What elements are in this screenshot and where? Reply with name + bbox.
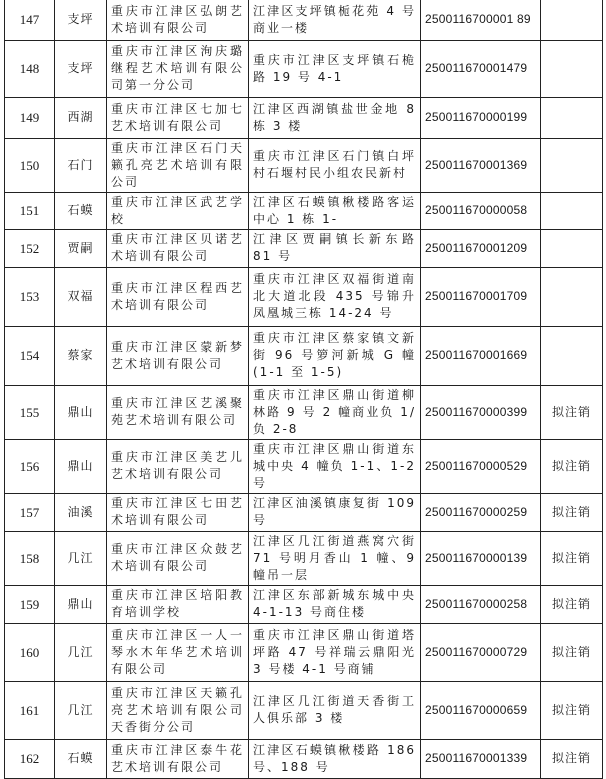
row-note: 拟注销 bbox=[541, 385, 603, 439]
row-address: 江津区石蟆镇楸楼路 186 号、188 号 bbox=[249, 739, 421, 778]
row-code: 250011670000058 bbox=[421, 192, 541, 229]
row-address: 江津区西湖镇盐世金地 8 栋 3 楼 bbox=[249, 97, 421, 138]
row-area: 鼎山 bbox=[55, 385, 107, 439]
row-note bbox=[541, 229, 603, 267]
table-row bbox=[5, 326, 603, 385]
table-row bbox=[5, 493, 603, 531]
row-address: 重庆市江津区支坪镇石桅路 19 号 4-1 bbox=[249, 40, 421, 97]
table-row bbox=[5, 0, 603, 40]
row-number: 159 bbox=[5, 585, 55, 623]
table-row bbox=[5, 267, 603, 326]
row-address: 江津区支坪镇栀花苑 4 号商业一楼 bbox=[249, 0, 421, 40]
row-number: 151 bbox=[5, 192, 55, 229]
row-note: 拟注销 bbox=[541, 585, 603, 623]
row-address: 重庆市江津区双福街道南北大道北段 435 号锦升凤凰城三栋 14-24 号 bbox=[249, 267, 421, 326]
row-address: 重庆市江津区鼎山街道塔坪路 47 号祥瑞云鼎阳光 3 号楼 4-1 号商铺 bbox=[249, 623, 421, 681]
table-row bbox=[5, 585, 603, 623]
row-code: 250011670000199 bbox=[421, 97, 541, 138]
table-row bbox=[5, 531, 603, 585]
row-area: 石蟆 bbox=[55, 739, 107, 778]
row-address: 重庆市江津区鼎山街道东城中央 4 幢负 1-1、1-2 号 bbox=[249, 439, 421, 493]
table-row bbox=[5, 623, 603, 681]
row-note bbox=[541, 97, 603, 138]
row-area: 贾嗣 bbox=[55, 229, 107, 267]
row-address: 江津区几江街道燕窝穴街 71 号明月香山 1 幢、9 幢吊一层 bbox=[249, 531, 421, 585]
row-note bbox=[541, 192, 603, 229]
row-number: 162 bbox=[5, 739, 55, 778]
row-name: 重庆市江津区程西艺术培训有限公司 bbox=[107, 267, 249, 326]
row-name: 重庆市江津区泰牛花艺术培训有限公司 bbox=[107, 739, 249, 778]
row-name: 重庆市江津区洵庆璐继程艺术培训有限公司第一分公司 bbox=[107, 40, 249, 97]
row-note bbox=[541, 40, 603, 97]
row-note: 拟注销 bbox=[541, 493, 603, 531]
row-number: 153 bbox=[5, 267, 55, 326]
row-note: 拟注销 bbox=[541, 439, 603, 493]
row-code: 250011670001369 bbox=[421, 138, 541, 192]
row-address: 江津区石蟆镇楸楼路客运中心 1 栋 1- bbox=[249, 192, 421, 229]
row-address: 重庆市江津区石门镇白坪村石堰村民小组农民新村 bbox=[249, 138, 421, 192]
row-name: 重庆市江津区石门天籁孔亮艺术培训有限公司 bbox=[107, 138, 249, 192]
row-area: 几江 bbox=[55, 681, 107, 739]
table-row bbox=[5, 681, 603, 739]
row-area: 几江 bbox=[55, 623, 107, 681]
row-note: 拟注销 bbox=[541, 531, 603, 585]
row-note bbox=[541, 138, 603, 192]
row-area: 石门 bbox=[55, 138, 107, 192]
row-code: 250011670001209 bbox=[421, 229, 541, 267]
row-name: 重庆市江津区美艺儿艺术培训有限公司 bbox=[107, 439, 249, 493]
row-name: 重庆市江津区贝诺艺术培训有限公司 bbox=[107, 229, 249, 267]
table-row bbox=[5, 439, 603, 493]
row-number: 150 bbox=[5, 138, 55, 192]
row-name: 重庆市江津区蒙新梦艺术培训有限公司 bbox=[107, 326, 249, 385]
row-number: 154 bbox=[5, 326, 55, 385]
row-code: 250011670000399 bbox=[421, 385, 541, 439]
row-note: 拟注销 bbox=[541, 739, 603, 778]
table-row bbox=[5, 385, 603, 439]
row-number: 157 bbox=[5, 493, 55, 531]
row-note bbox=[541, 0, 603, 40]
table-row bbox=[5, 138, 603, 192]
row-number: 147 bbox=[5, 0, 55, 40]
row-number: 161 bbox=[5, 681, 55, 739]
row-address: 江津区油溪镇康复街 109 号 bbox=[249, 493, 421, 531]
row-name: 重庆市江津区一人一琴水木年华艺术培训有限公司 bbox=[107, 623, 249, 681]
row-code: 250011670000258 bbox=[421, 585, 541, 623]
row-number: 152 bbox=[5, 229, 55, 267]
row-number: 158 bbox=[5, 531, 55, 585]
row-code: 250011670000659 bbox=[421, 681, 541, 739]
row-code: 250011670001709 bbox=[421, 267, 541, 326]
row-number: 155 bbox=[5, 385, 55, 439]
row-address: 江津区几江街道天香街工人俱乐部 3 楼 bbox=[249, 681, 421, 739]
row-area: 西湖 bbox=[55, 97, 107, 138]
row-note: 拟注销 bbox=[541, 681, 603, 739]
agency-table bbox=[4, 0, 603, 779]
row-area: 石蟆 bbox=[55, 192, 107, 229]
row-address: 江津区贾嗣镇长新东路 81 号 bbox=[249, 229, 421, 267]
row-code: 250011670001479 bbox=[421, 40, 541, 97]
row-note bbox=[541, 267, 603, 326]
row-name: 重庆市江津区武艺学校 bbox=[107, 192, 249, 229]
row-number: 156 bbox=[5, 439, 55, 493]
row-area: 双福 bbox=[55, 267, 107, 326]
table-row bbox=[5, 229, 603, 267]
row-note bbox=[541, 326, 603, 385]
row-area: 蔡家 bbox=[55, 326, 107, 385]
table-row bbox=[5, 97, 603, 138]
row-code: 250011670001339 bbox=[421, 739, 541, 778]
table-row bbox=[5, 192, 603, 229]
row-code: 250011670000259 bbox=[421, 493, 541, 531]
row-area: 支坪 bbox=[55, 40, 107, 97]
table-body bbox=[5, 0, 603, 778]
row-area: 鼎山 bbox=[55, 585, 107, 623]
row-note: 拟注销 bbox=[541, 623, 603, 681]
row-address: 重庆市江津区蔡家镇文新街 96 号箩河新城 G 幢 (1-1 至 1-5) bbox=[249, 326, 421, 385]
row-number: 149 bbox=[5, 97, 55, 138]
row-name: 重庆市江津区艺溪聚苑艺术培训有限公司 bbox=[107, 385, 249, 439]
row-number: 148 bbox=[5, 40, 55, 97]
row-area: 鼎山 bbox=[55, 439, 107, 493]
row-area: 支坪 bbox=[55, 0, 107, 40]
row-code: 250011670000529 bbox=[421, 439, 541, 493]
row-address: 重庆市江津区鼎山街道柳林路 9 号 2 幢商业负 1/负 2-8 bbox=[249, 385, 421, 439]
row-name: 重庆市江津区七加七艺术培训有限公司 bbox=[107, 97, 249, 138]
row-area: 几江 bbox=[55, 531, 107, 585]
row-code: 2500116700001 89 bbox=[421, 0, 541, 40]
row-area: 油溪 bbox=[55, 493, 107, 531]
row-name: 重庆市江津区天籁孔亮艺术培训有限公司天香街分公司 bbox=[107, 681, 249, 739]
row-name: 重庆市江津区培阳教育培训学校 bbox=[107, 585, 249, 623]
table-row bbox=[5, 739, 603, 778]
row-name: 重庆市江津区七田艺术培训有限公司 bbox=[107, 493, 249, 531]
row-name: 重庆市江津区弘朗艺术培训有限公司 bbox=[107, 0, 249, 40]
table-row bbox=[5, 40, 603, 97]
row-address: 江津区东部新城东城中央 4-1-13 号商住楼 bbox=[249, 585, 421, 623]
row-code: 250011670000729 bbox=[421, 623, 541, 681]
row-number: 160 bbox=[5, 623, 55, 681]
row-name: 重庆市江津区众鼓艺术培训有限公司 bbox=[107, 531, 249, 585]
row-code: 250011670000139 bbox=[421, 531, 541, 585]
row-code: 250011670001669 bbox=[421, 326, 541, 385]
